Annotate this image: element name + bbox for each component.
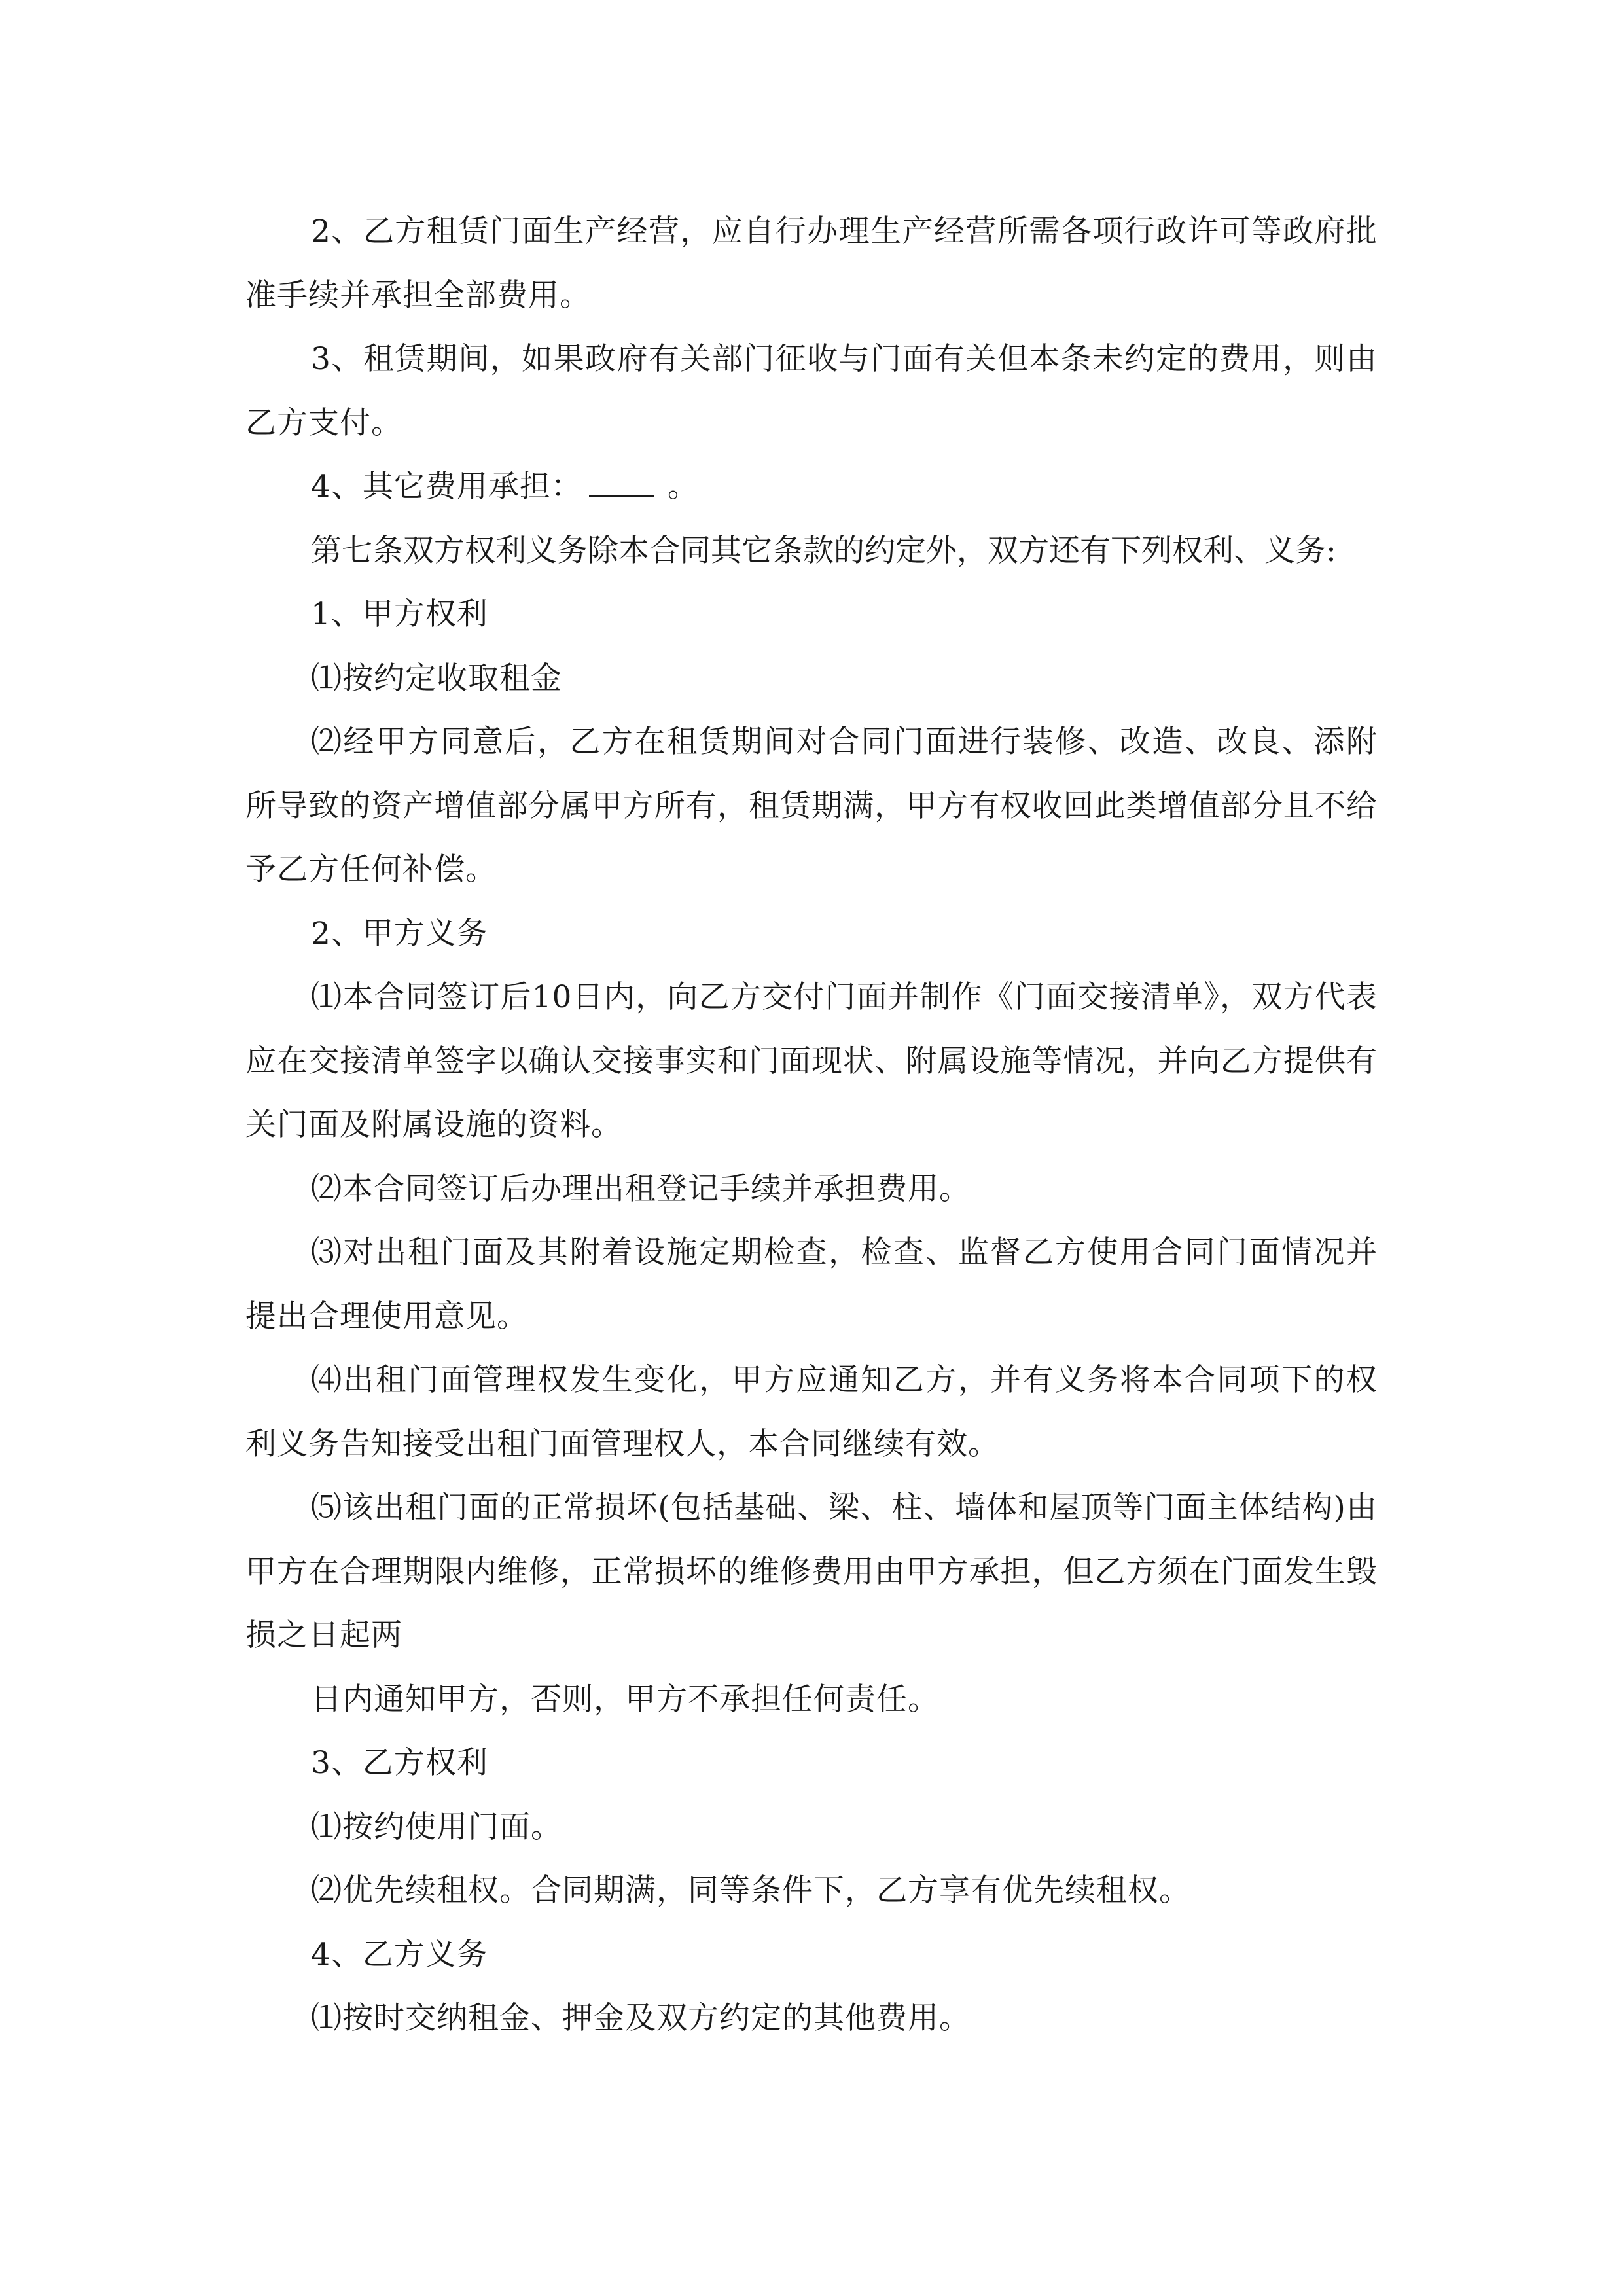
paragraph-4-other-fees: [245, 455, 1378, 519]
section-party-b-rights: 3、乙方权利: [311, 1745, 488, 1781]
document-body: [245, 200, 1378, 2051]
paragraph-2-business-permits: 2、乙方租赁门面生产经营，应自行办理生产经营所需各项行政许可等政府批准手续并承担全部费用。: [245, 213, 1378, 314]
section-party-a-rights: 1、甲方权利: [311, 596, 488, 632]
other-fees-end: 。: [667, 469, 699, 505]
party-b-duty-1: ⑴按时交纳租金、押金及双方约定的其他费用。: [311, 2000, 971, 2036]
party-a-duty-3: ⑶对出租门面及其附着设施定期检查，检查、监督乙方使用合同门面情况并提出合理使用意见。: [245, 1234, 1378, 1335]
party-a-right-2: ⑵经甲方同意后，乙方在租赁期间对合同门面进行装修、改造、改良、添附所导致的资产增值部分属甲方所有，租赁期满，甲方有权收回此类增值部分且不给予乙方任何补偿。: [245, 724, 1378, 888]
fill-in-blank: [589, 469, 654, 497]
other-fees-label: 4、其它费用承担：: [311, 469, 582, 505]
party-a-duty-4: ⑷出租门面管理权发生变化，甲方应通知乙方，并有义务将本合同项下的权利义务告知接受出租门面管理权人，本合同继续有效。: [245, 1362, 1378, 1462]
party-a-duty-5-continued: 日内通知甲方，否则，甲方不承担任何责任。: [311, 1681, 939, 1717]
party-a-right-1: ⑴按约定收取租金: [311, 660, 562, 696]
section-party-a-duties: 2、甲方义务: [311, 915, 488, 952]
party-a-duty-5: ⑸该出租门面的正常损坏(包括基础、梁、柱、墙体和屋顶等门面主体结构)由甲方在合理期限内维修，正常损坏的维修费用由甲方承担，但乙方须在门面发生毁损之日起两: [245, 1490, 1378, 1653]
section-party-b-duties: 4、乙方义务: [311, 1936, 488, 1973]
party-a-duty-2: ⑵本合同签订后办理出租登记手续并承担费用。: [311, 1170, 971, 1207]
party-b-right-1: ⑴按约使用门面。: [311, 1808, 562, 1845]
party-b-right-2: ⑵优先续租权。合同期满，同等条件下，乙方享有优先续租权。: [311, 1873, 1190, 1909]
article-7-heading: 第七条双方权利义务除本合同其它条款的约定外，双方还有下列权利、义务:: [311, 532, 1336, 569]
paragraph-3-government-fees: 3、租赁期间，如果政府有关部门征收与门面有关但本条未约定的费用，则由乙方支付。: [245, 341, 1378, 441]
party-a-duty-1: ⑴本合同签订后10日内，向乙方交付门面并制作《门面交接清单》，双方代表应在交接清单签字以确认交接事实和门面现状、附属设施等情况，并向乙方提供有关门面及附属设施的资料。: [245, 979, 1378, 1143]
